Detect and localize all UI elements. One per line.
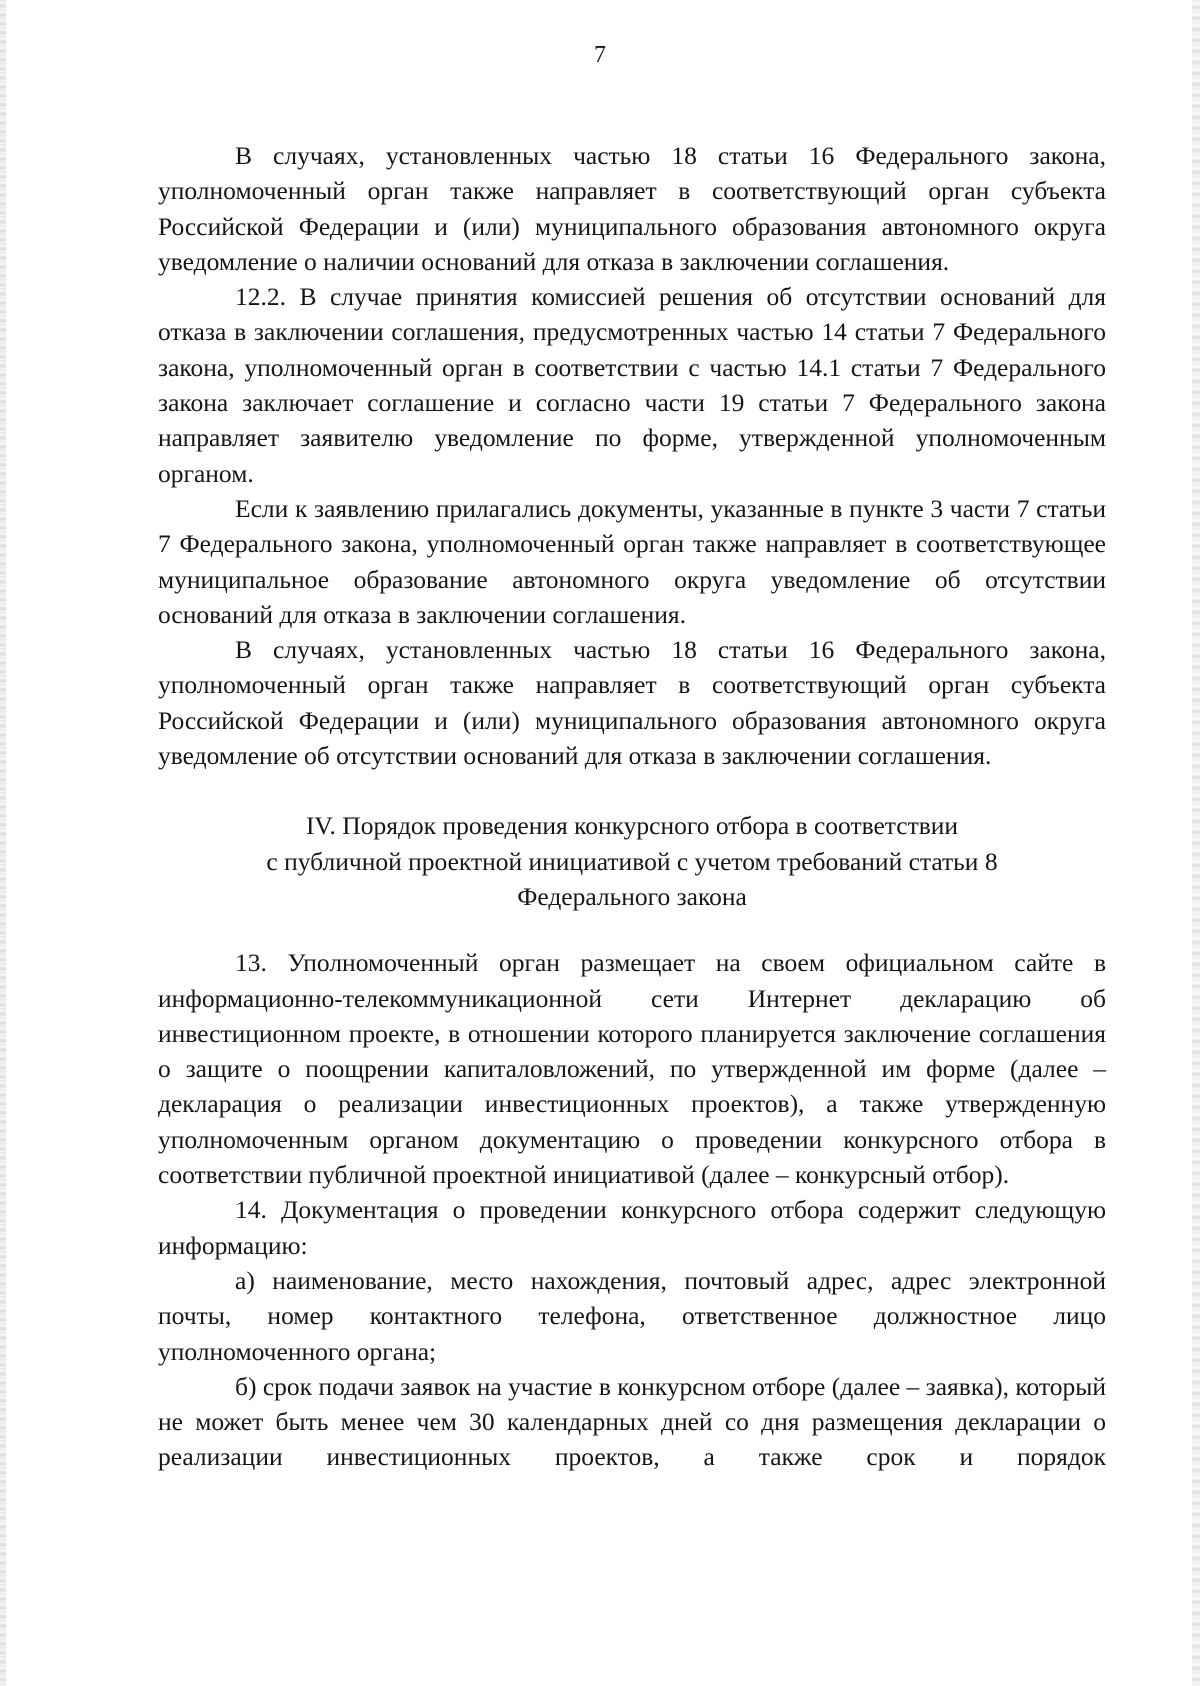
paragraph-notice-grounds: В случаях, установленных частью 18 статьи 16 Федерального закона, уполномоченный орган также направляет в соответствующий орган субъекта Российской Федерации и (или) муниципального образования автономного округа уведомление о наличии оснований для отказа в заключении соглашения. <box>158 141 1106 276</box>
paragraph-14: 14. Документация о проведении конкурсного отбора содержит следующую информацию: <box>158 1195 1106 1260</box>
paragraph-attached-documents: Если к заявлению прилагались документы, указанные в пункте 3 части 7 статьи 7 Федерального закона, уполномоченный орган также направляет в соответствующее муниципальное образование автономного округа уведомление об отсутствии оснований для отказа в заключении соглашения. <box>158 493 1106 629</box>
section-heading-line-3: Федерального закона <box>517 881 747 911</box>
paragraph-12-2: 12.2. В случае принятия комиссией решения об отсутствии оснований для отказа в заключении соглашения, предусмотренных частью 14 статьи 7 Федерального закона, уполномоченный орган в соответствии с частью 14.1 статьи 7 Федерального закона заключает соглашение и согласно части 19 статьи 7 Федерального закона направляет заявителю уведомление по форме, утвержденной уполномоченным органом. <box>158 282 1106 488</box>
document-body <box>158 138 1106 1475</box>
paragraph-notice-absence: В случаях, установленных частью 18 статьи 16 Федерального закона, уполномоченный орган также направляет в соответствующий орган субъекта Российской Федерации и (или) муниципального образования автономного округа уведомление об отсутствии оснований для отказа в заключении соглашения. <box>158 635 1106 771</box>
paragraph-14-b: б) срок подачи заявок на участие в конкурсном отборе (далее – заявка), который не может быть менее чем 30 календарных дней со дня размещения декларации о реализации инвестиционных проектов, а также срок и порядок <box>158 1371 1106 1472</box>
scan-edge-left <box>0 0 6 1686</box>
section-heading-line-2: с публичной проектной инициативой с учетом требований статьи 8 <box>266 846 998 876</box>
paragraph-13: 13. Уполномоченный орган размещает на своем официальном сайте в информационно-телекоммуникационной сети Интернет декларацию об инвестиционном проекте, в отношении которого планируется заключение соглашения о защите о поощрении капиталовложений, по утвержденной им форме (далее – декларация о реализации инвестиционных проектов), а также утвержденную уполномоченным органом документацию о проведении конкурсного отбора в соответствии публичной проектной инициативой (далее – конкурсный отбор). <box>158 948 1106 1190</box>
scan-edge-right <box>1192 0 1200 1686</box>
paragraph-14-a: а) наименование, место нахождения, почтовый адрес, адрес электронной почты, номер контактного телефона, ответственное должностное лицо уполномоченного органа; <box>158 1265 1106 1366</box>
page-number: 7 <box>594 42 606 68</box>
section-heading-line-1: IV. Порядок проведения конкурсного отбора в соответствии <box>305 811 959 841</box>
section-heading <box>158 808 1106 914</box>
